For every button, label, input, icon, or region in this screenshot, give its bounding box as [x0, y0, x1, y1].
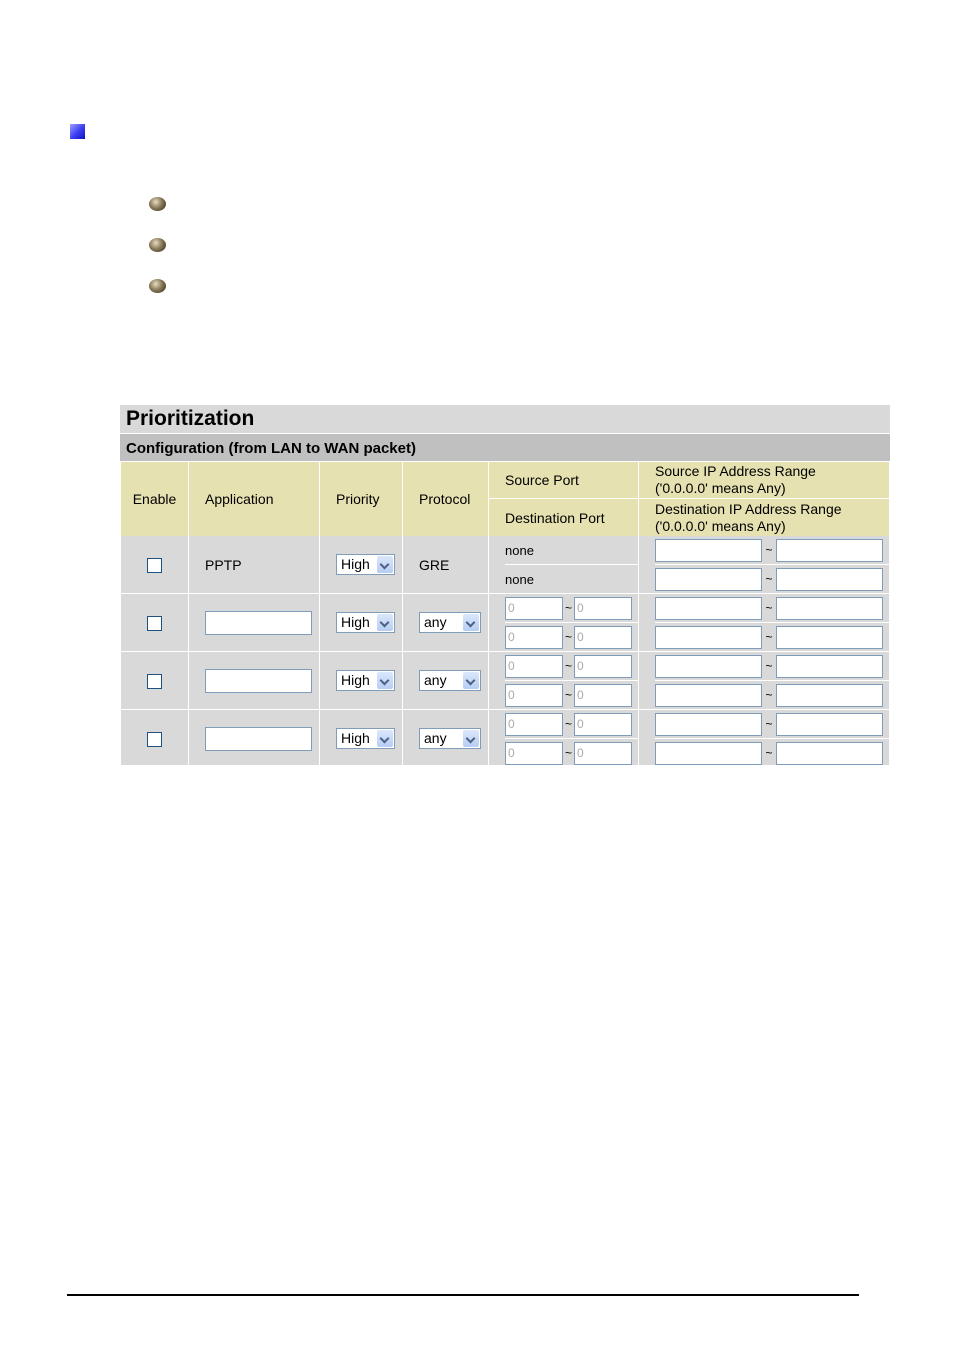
config-section-bar [120, 434, 890, 461]
priority-value: High [341, 672, 370, 688]
chevron-down-icon [463, 730, 479, 747]
panel-title-bar [120, 405, 890, 434]
col-header-application: Application [189, 462, 319, 536]
source-ip-end-input[interactable] [776, 655, 883, 678]
enable-checkbox[interactable] [147, 732, 162, 747]
application-input[interactable] [205, 669, 312, 693]
footer-divider [67, 1294, 859, 1296]
priority-select[interactable] [336, 670, 395, 691]
protocol-value: GRE [403, 536, 488, 593]
application-input[interactable] [205, 611, 312, 635]
dest-ip-start-input[interactable] [655, 684, 762, 707]
chevron-down-icon [377, 556, 393, 573]
dest-ip-start-input[interactable] [655, 742, 762, 765]
priority-select[interactable] [336, 612, 395, 633]
protocol-select[interactable] [419, 612, 481, 633]
dest-ip-header-line2: ('0.0.0.0' means Any) [655, 517, 786, 534]
col-header-protocol: Protocol [403, 462, 488, 536]
source-port-value: none [505, 536, 638, 565]
table-row: High any 0 ~ 0 0 ~ 0 ~ ~ [121, 709, 889, 765]
dest-port-to-input[interactable]: 0 [574, 742, 632, 765]
dest-ip-end-input[interactable] [776, 626, 883, 649]
source-port-to-input[interactable]: 0 [574, 655, 632, 678]
protocol-value: any [424, 730, 447, 746]
dest-ip-end-input[interactable] [776, 568, 883, 591]
protocol-value: any [424, 614, 447, 630]
source-port-from-input[interactable]: 0 [505, 713, 563, 736]
col-header-destination-ip [639, 499, 889, 536]
panel-title: Prioritization [126, 407, 255, 430]
prioritization-panel [120, 405, 890, 765]
source-ip-start-input[interactable] [655, 539, 762, 562]
source-port-to-input[interactable]: 0 [574, 713, 632, 736]
round-bullet-icon [149, 197, 166, 211]
chevron-down-icon [377, 672, 393, 689]
source-port-from-input[interactable]: 0 [505, 597, 563, 620]
table-row: High any 0 ~ 0 0 ~ 0 ~ ~ [121, 651, 889, 709]
source-ip-start-input[interactable] [655, 713, 762, 736]
round-bullet-icon [149, 279, 166, 293]
round-bullet-icon [149, 238, 166, 252]
col-header-priority: Priority [320, 462, 402, 536]
priority-select[interactable] [336, 728, 395, 749]
dest-ip-start-input[interactable] [655, 626, 762, 649]
application-name: PPTP [189, 536, 319, 593]
source-ip-header-line2: ('0.0.0.0' means Any) [655, 480, 786, 496]
dest-port-to-input[interactable]: 0 [574, 626, 632, 649]
chevron-down-icon [463, 672, 479, 689]
col-header-enable: Enable [121, 462, 188, 536]
source-ip-header-line1: Source IP Address Range [655, 463, 816, 479]
col-header-source-ip [639, 462, 889, 499]
destination-port-value: none [505, 571, 534, 587]
priority-value: High [341, 556, 370, 572]
chevron-down-icon [377, 730, 393, 747]
dest-ip-end-input[interactable] [776, 684, 883, 707]
col-header-destination-port: Destination Port [489, 499, 638, 536]
chevron-down-icon [377, 614, 393, 631]
application-input[interactable] [205, 727, 312, 751]
dest-port-from-input[interactable]: 0 [505, 742, 563, 765]
config-section-title: Configuration (from LAN to WAN packet) [126, 440, 416, 457]
dest-port-to-input[interactable]: 0 [574, 684, 632, 707]
source-ip-end-input[interactable] [776, 713, 883, 736]
source-port-from-input[interactable]: 0 [505, 655, 563, 678]
source-ip-start-input[interactable] [655, 655, 762, 678]
enable-checkbox[interactable] [147, 616, 162, 631]
dest-port-from-input[interactable]: 0 [505, 684, 563, 707]
protocol-value: any [424, 672, 447, 688]
priority-value: High [341, 614, 370, 630]
priority-rules-table [120, 462, 890, 765]
dest-ip-start-input[interactable] [655, 568, 762, 591]
enable-checkbox[interactable] [147, 558, 162, 573]
source-port-to-input[interactable]: 0 [574, 597, 632, 620]
priority-select[interactable] [336, 554, 395, 575]
protocol-select[interactable] [419, 670, 481, 691]
dest-ip-end-input[interactable] [776, 742, 883, 765]
source-ip-end-input[interactable] [776, 597, 883, 620]
dest-port-from-input[interactable]: 0 [505, 626, 563, 649]
chevron-down-icon [463, 614, 479, 631]
source-ip-end-input[interactable] [776, 539, 883, 562]
protocol-select[interactable] [419, 728, 481, 749]
table-row: High any 0 ~ 0 0 ~ 0 ~ ~ [121, 593, 889, 651]
dest-ip-header-line1: Destination IP Address Range [655, 500, 842, 517]
enable-checkbox[interactable] [147, 674, 162, 689]
table-row: PPTP High GRE none none ~ ~ [121, 536, 889, 593]
priority-value: High [341, 730, 370, 746]
source-ip-start-input[interactable] [655, 597, 762, 620]
section-square-bullet-icon [70, 124, 85, 139]
col-header-source-port: Source Port [489, 462, 638, 499]
